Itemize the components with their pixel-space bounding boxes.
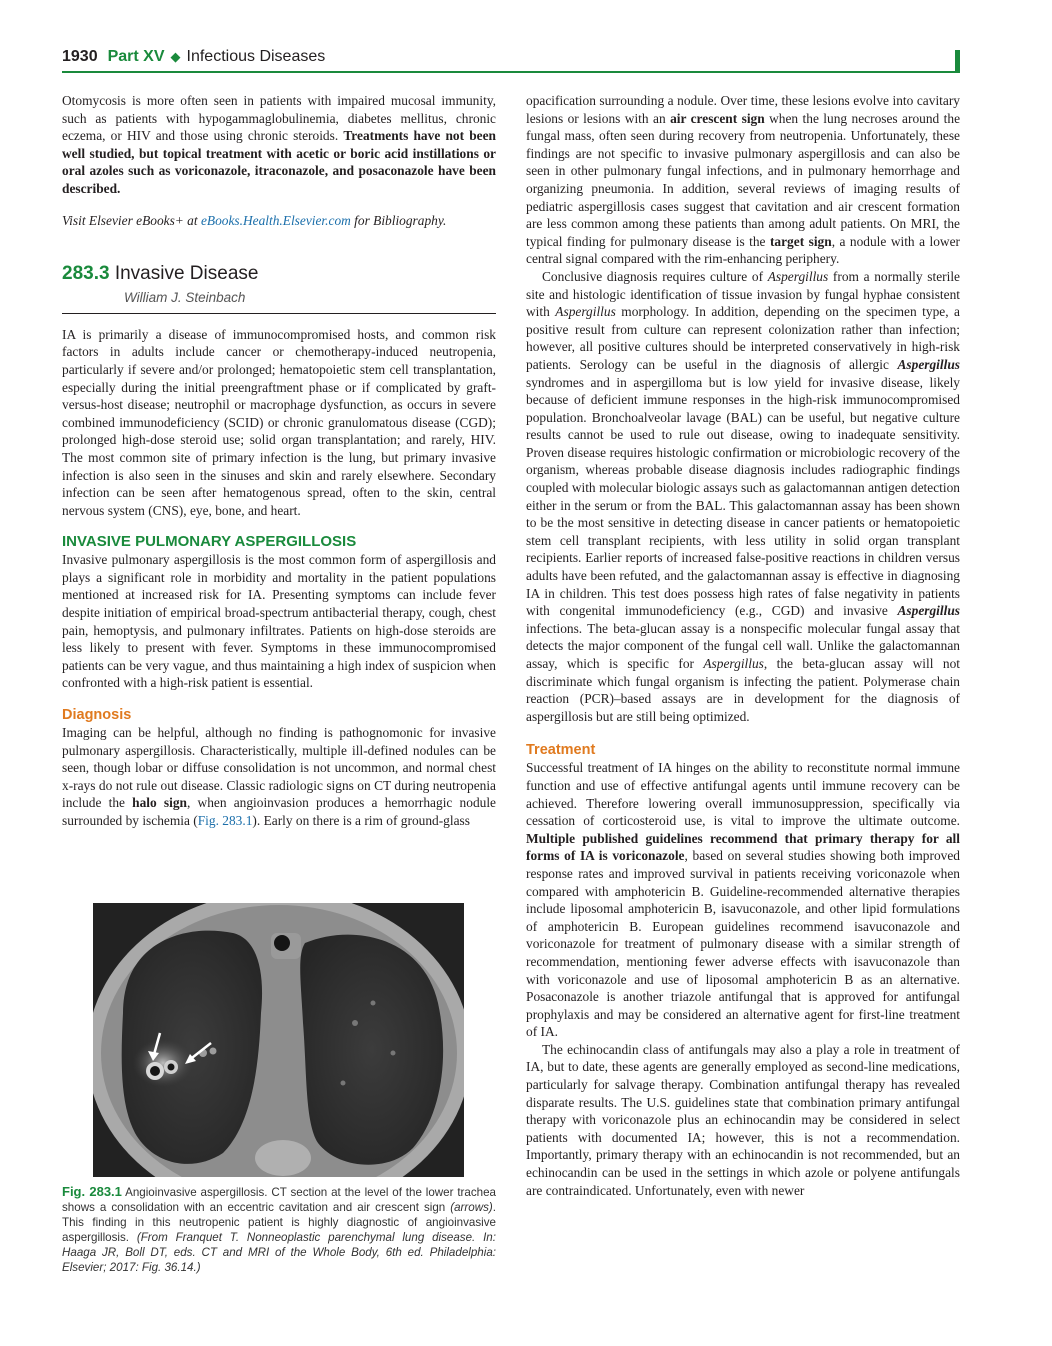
bibliography-note [62, 212, 496, 230]
aspergillus-term: Aspergillus [897, 356, 960, 372]
concl-text-3: morphology. In addition, depending on the specimen type, a positive result from culture can represent colonization rather than infection; however, all positive cultures should be interpreted conservatively in high-risk patients. Serology can be useful in the diagnosis of allergic [526, 304, 960, 372]
biblio-pre: Visit Elsevier eBooks+ at [62, 212, 201, 228]
running-header [62, 48, 960, 70]
page-number: 1930 [62, 48, 98, 65]
diag-text-3: ). Early on there is a rim of ground-glass [252, 813, 470, 828]
caption-arrows: (arrows) [450, 1201, 493, 1214]
otomycosis-text: Otomycosis is more often seen in patients with impaired mucosal immunity, such as patients with hypogammaglobulinemia, diabetes mellitus, chronic eczema, or HIV and those using chronic steroids. [62, 93, 496, 144]
concl-text-2: from a normally sterile site and histologic identification of tissue invasion by fungal hyphae consistent with [526, 268, 960, 320]
header-rule [62, 71, 960, 73]
diamond-icon: ◆ [170, 49, 181, 64]
chapter-title: Infectious Diseases [186, 48, 326, 65]
ipa-paragraph: Invasive pulmonary aspergillosis is the most common form of aspergillosis and plays a significant role in morbidity and mortality in the patient populations mentioned at increased risk for IA. Presenting symptoms can include fever despite initiation of empirical broad-spectrum antibacterial therapy, cough, chest pain, hemoptysis, and pulmonary infiltrates. Patients on high-dose steroids are less likely to present with fever. Symptoms in these immunocompromised patients can be very vague, and thus maintaining a high index of suspicion when confronted with a high-risk patient is essential. [62, 552, 496, 691]
diag-text-2: , when angioinvasion produces a hemorrhagic nodule surrounded by ischemia ( [62, 795, 496, 828]
consolidation [133, 1039, 193, 1087]
treatment-paragraph [526, 759, 960, 1041]
caption-source: (From Franquet T. Nonneoplastic parenchymal lung disease. In: Haaga JR, Boll DT, eds. CT and MRI of the Whole Body, 6th ed. Philadelphia: Elsevier; 2017: Fig. 36.14.) [62, 1231, 496, 1274]
left-lung [300, 935, 443, 1165]
treat-text-1: Successful treatment of IA hinges on the ability to reconstitute normal immune function and use of effective antifungal agents until immune recovery can be achieved. Therefore lowering overall immunosuppression, specifically via cessation of corticosteroid use, is vital to improve the ultimate outcome. [526, 760, 960, 829]
concl-text-5: infections. The beta-glucan assay is a nonspecific molecular fungal assay that detects the major component of the fungal cell wall. Unlike the galactomannan assay, which is specific for [526, 620, 960, 671]
caption-text-2: . This finding in this neutropenic patient is highly diagnostic of angioinvasive aspergillosis. [62, 1201, 496, 1244]
ipa-heading: INVASIVE PULMONARY ASPERGILLOSIS [62, 533, 357, 551]
part-label: Part XV [107, 48, 165, 65]
vertebra [255, 1140, 311, 1176]
target-sign: target sign [769, 233, 832, 249]
caption-text: Angioinvasive aspergillosis. CT section at the level of the lower trachea shows a consolidation with an eccentric cavitation and air crescent sign [62, 1186, 496, 1214]
ia-paragraph: IA is primarily a disease of immunocompromised hosts, and common risk factors in adults include cancer or chemotherapy-induced neutropenia, particularly if severe and/or prolonged; hematopoietic stem cell transplantation, especially during the initial preengraftment phase or if complicated by graft-versus-host disease; neutrophil or macrophage dysfunction, as occurs in severe combined immunodeficiency (SCID) or chronic granulomatous disease (CGD); prolonged high-dose steroid use; solid organ transplantation; and rarely, HIV. The most common site of primary infection is the lung, but primary invasive infection is also seen in the sinuses and skin and rarely elsewhere. Secondary infection can be seen after hematogenous spread, often to the skin, central nervous system (CNS), eye, bone, and heart. [62, 326, 496, 518]
conclusive-paragraph [526, 268, 960, 725]
imaging-paragraph [526, 92, 960, 268]
concl-text-1: Conclusive diagnosis requires culture of [542, 268, 768, 284]
cont-text-1: opacification surrounding a nodule. Over time, these lesions evolve into cavitary lesions or lesions with an [526, 93, 960, 126]
diagnosis-paragraph [62, 724, 496, 830]
aspergillus-term: Aspergillus [703, 656, 764, 671]
figure-caption [62, 1184, 496, 1275]
ebooks-link[interactable]: eBooks.Health.Elsevier.com [200, 212, 351, 228]
concl-text-4: syndromes and in aspergilloma but is low yield for invasive disease, likely because of deficient immune responses in the high-risk immunocompromised population. Bronchoalveolar lavage (BAL) can be useful, but negative culture results cannot be used to rule out disease, owing to inadequate sensitivity. Proven disease requires histologic confirmation or microbiologic recovery of the organism, whereas probable disease diagnosis includes radiographic findings coupled with molecular biologic assays such as galactomannan antigen detection either in the serum or from the BAL. This galactomannan assay has been shown to be the most sensitive in detecting disease in cancer patients or hematopoietic stem cell transplant recipients, with less utility in solid organ transplant recipients. Earlier reports of increased false-positive reactions in children versus adults have been refuted, and the galactomannan assay is effective in diagnosing IA in children. This test does possess high rates of false negativity in patients with congenital immunodeficiency (e.g., CGD) and invasive [526, 374, 960, 619]
aspergillus-term: Aspergillus [555, 304, 616, 320]
otomycosis-paragraph [62, 92, 496, 198]
concl-text-6: , the beta-glucan assay will not discriminate which fungal organism is infecting the patient. Polymerase chain reaction (PCR)–based assays are in development for the diagnosis of aspergillosis but are still being optimized. [526, 656, 960, 724]
section-number: 283.3 [62, 263, 110, 285]
section-heading [62, 263, 496, 285]
diag-text-1: Imaging can be helpful, although no finding is pathognomonic for invasive pulmonary aspergillosis. Characteristically, multiple ill-defined nodules can be seen, though lobar or diffuse consolidation is not uncommon, and normal chest x-rays do not rule out disease. Classic radiologic signs on CT during neutropenia include the [62, 725, 496, 811]
treat-text-2: , based on several studies showing both improved response rates and improved survival in patients receiving voriconazole when compared with amphotericin B. Guideline-recommended alternative therapies include liposomal amphotericin B, isavuconazole, and other lipid formulations of amphotericin B. European guidelines recommend isavuconazole and voriconazole for treatment of pulmonary disease with a similar strength of recommendation, mentioning fewer adverse effects with isavuconazole than with voriconazole and use of liposomal amphotericin B as an alternative. Posaconazole is another triazole antifungal that is approved for antifungal prophylaxis and may be considered an alternative agent for first-line treatment of IA. [526, 848, 960, 1040]
diagnosis-heading: Diagnosis [62, 707, 132, 724]
left-column [62, 92, 496, 830]
otomycosis-treatment: Treatments have not been well studied, but topical treatment with acetic or boric acid instillations or oral azoles such as voriconazole, itraconazole, and posaconazole have been described. [62, 128, 496, 196]
treatment-heading: Treatment [526, 742, 596, 759]
cont-text-3: , a nodule with a lower central signal compared with the rim-enhancing periphery. [526, 233, 960, 267]
figure-link[interactable]: Fig. 283.1 [197, 813, 253, 828]
section-rule [62, 313, 496, 314]
biblio-post: for Bibliography. [350, 212, 447, 228]
echinocandin-paragraph: The echinocandin class of antifungals may also a play a role in treatment of IA, but to date, these agents are generally employed as second-line medications, particularly for salvage therapy. Combination antifungal therapy has revealed disparate results. The U.S. guidelines state that combination primary antifungal therapy with voriconazole plus an echinocandin may be considered in select patients with documented IA; however, this is not a recommendation. Importantly, primary therapy with an echinocandin is not recommended, but an echinocandin can be used in the settings in which azole or polyene antifungals are contraindicated. Unfortunately, even with newer [526, 1041, 960, 1198]
air-crescent-sign: air crescent sign [670, 110, 765, 126]
trachea [274, 935, 290, 951]
voriconazole-recommendation: Multiple published guidelines recommend that primary therapy for all forms of IA is voriconazole [526, 830, 960, 864]
right-column [526, 92, 960, 1199]
halo-sign: halo sign [132, 795, 187, 811]
cavitation [150, 1066, 160, 1076]
header-bar [955, 50, 960, 72]
ct-scan-figure [93, 903, 464, 1177]
caption-label: Fig. 283.1 [62, 1184, 122, 1199]
cont-text-2: when the lung necroses around the fungal mass, often seen during recovery from neutropenia. Unfortunately, these findings are not specific to invasive pulmonary aspergillosis and can also be seen in other pulmonary fungal infections, and in pulmonary hemorrhage and organizing pneumonia. In addition, several reviews of imaging results of pediatric aspergillosis cases suggest that cavitation and air crescent formation are less common among these patients than among adult patients. On MRI, the typical finding for pulmonary disease is the [526, 110, 961, 249]
author-name: William J. Steinbach [124, 290, 246, 306]
header-text [62, 48, 325, 66]
section-title: Invasive Disease [114, 263, 259, 285]
ct-scan-image [93, 903, 464, 1177]
aspergillus-term: Aspergillus [897, 603, 960, 619]
aspergillus-term: Aspergillus [767, 268, 829, 284]
